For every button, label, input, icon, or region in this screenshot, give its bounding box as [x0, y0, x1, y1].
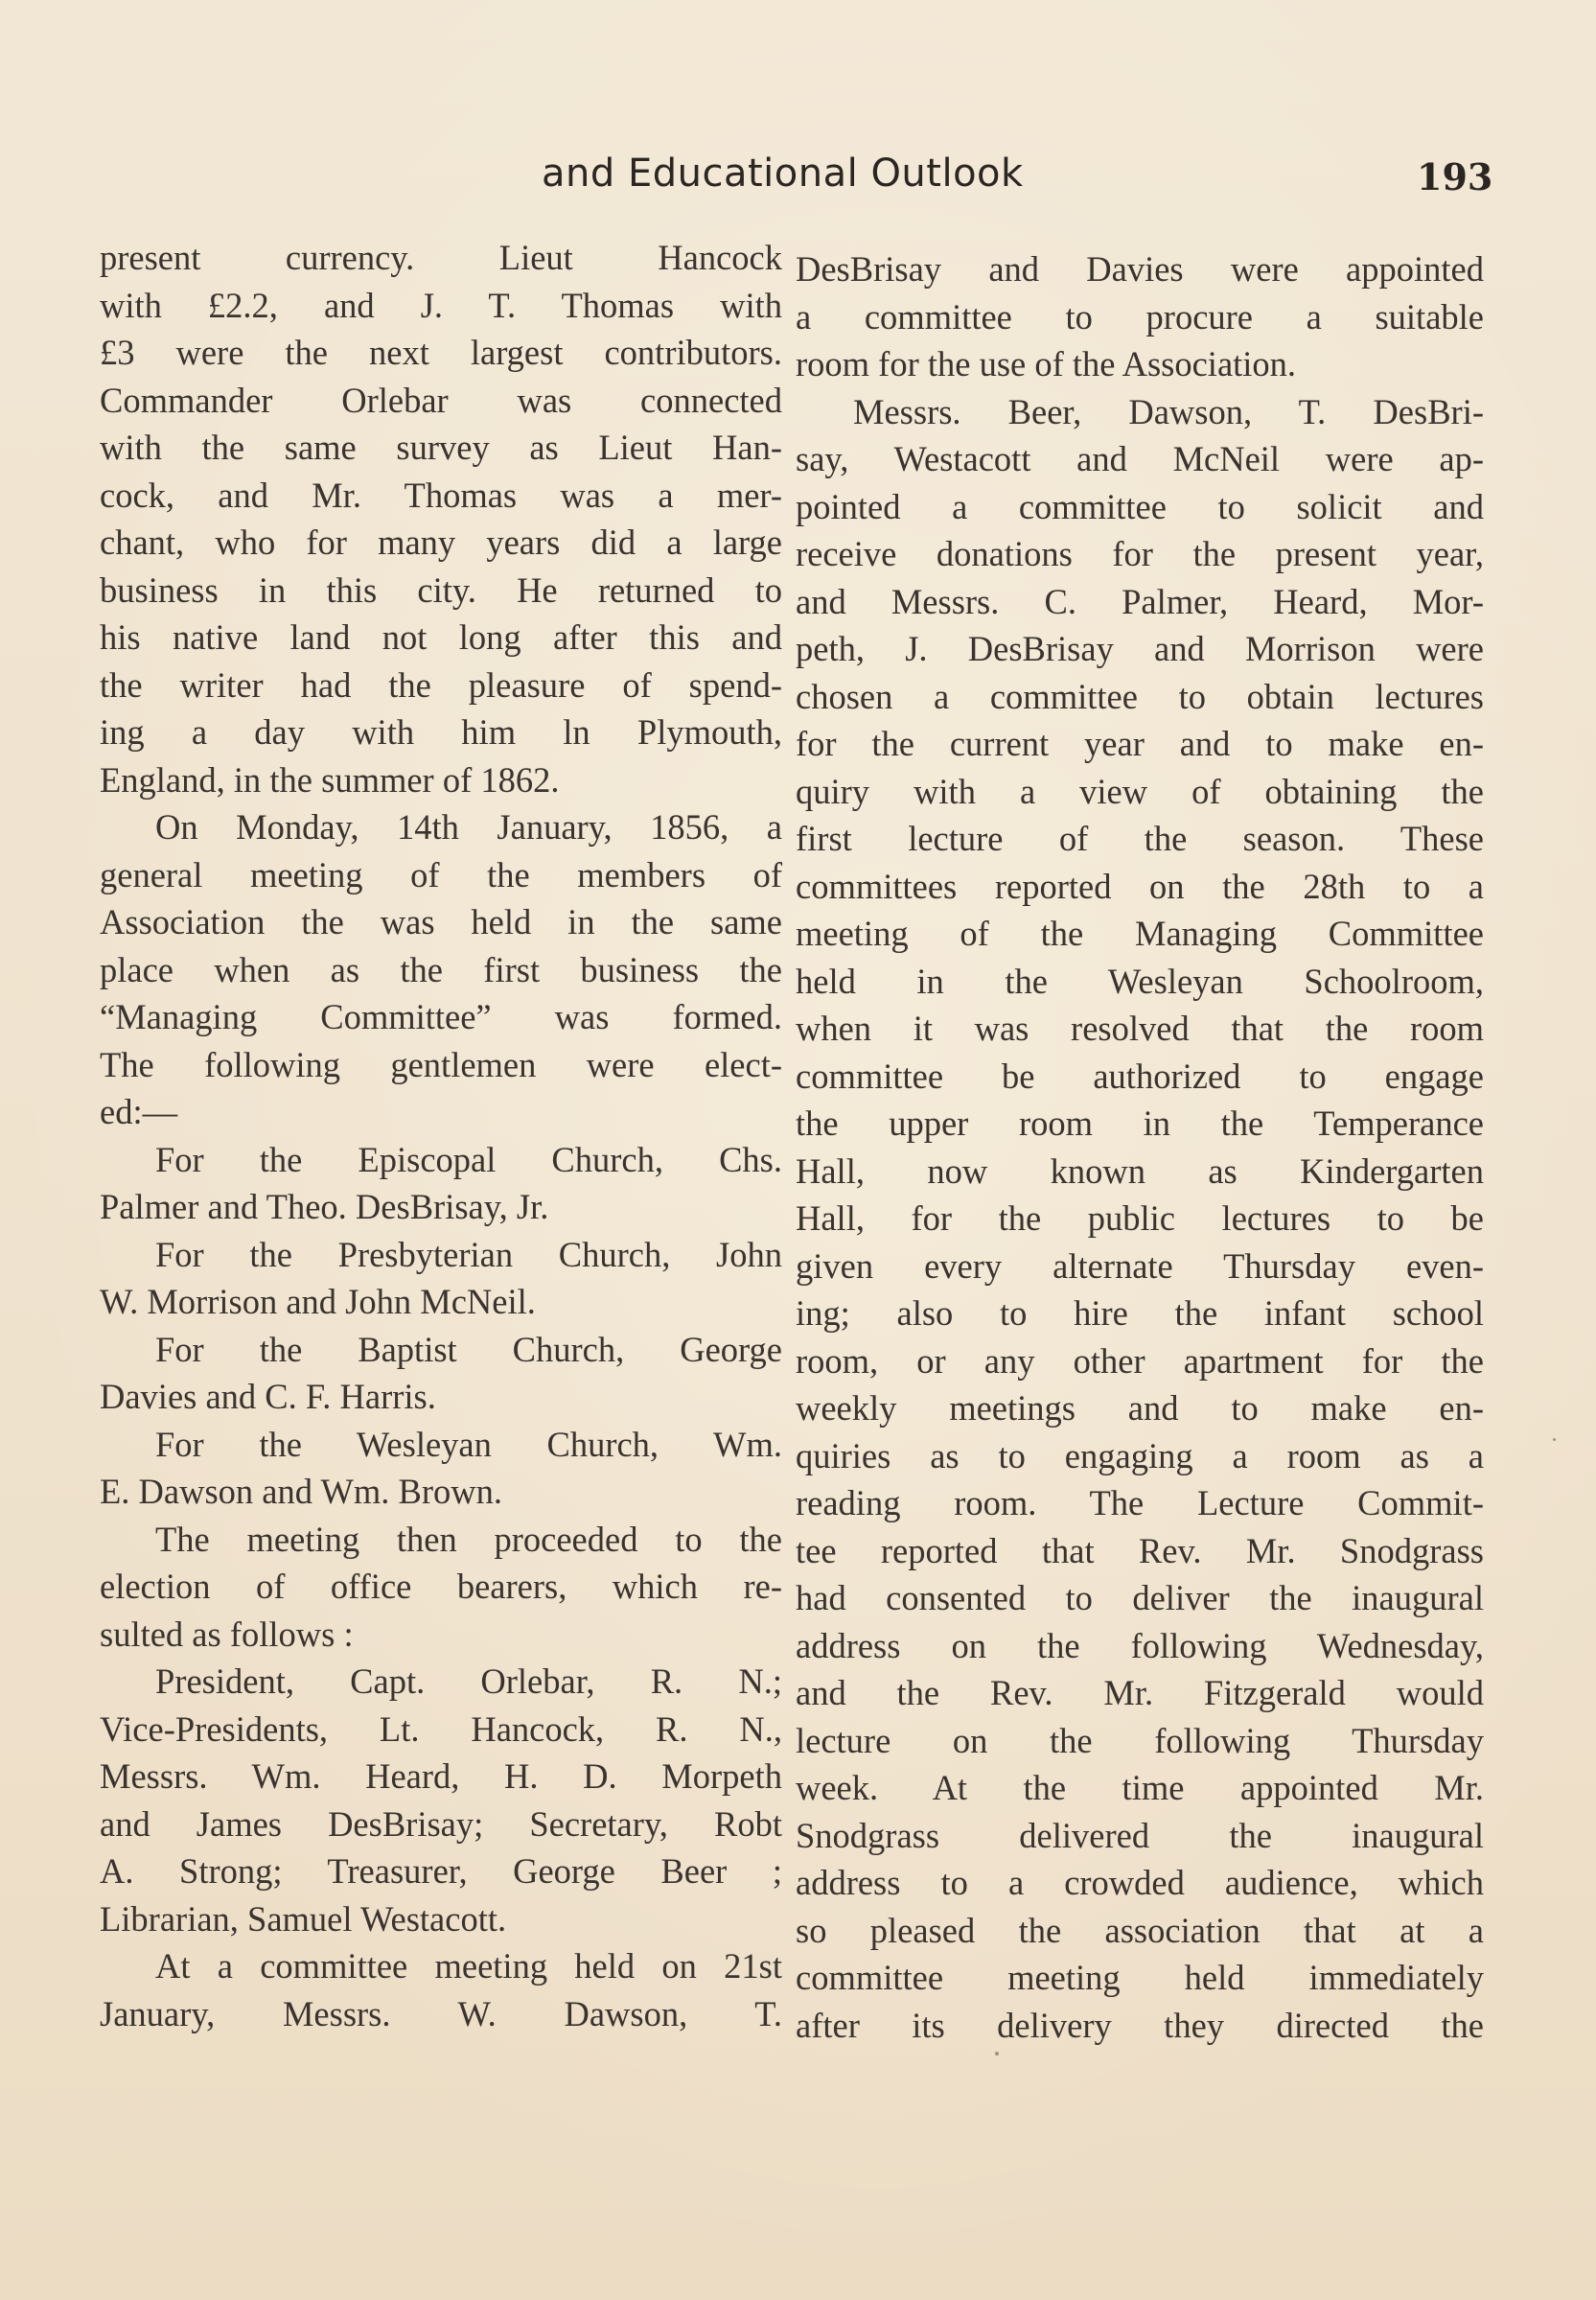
text-line: tee reported that Rev. Mr. Snodgrass: [796, 1530, 1484, 1570]
text-line: DesBrisay and Davies were appointed: [796, 249, 1484, 289]
text-line: room, or any other apartment for the: [796, 1340, 1484, 1381]
text-line: a committee to procure a suitable: [796, 296, 1484, 337]
text-line: week. At the time appointed Mr.: [796, 1768, 1484, 1807]
text-line: with the same survey as Lieut Han-: [100, 428, 782, 467]
text-line: At a committee meeting held on 21st: [155, 1946, 782, 1986]
text-line: for the current year and to make en-: [796, 724, 1484, 763]
text-line: A. Strong; Treasurer, George Beer ;: [100, 1851, 782, 1891]
text-line: and the Rev. Mr. Fitzgerald would: [796, 1673, 1484, 1712]
text-line: Hall, now known as Kindergarten: [796, 1150, 1484, 1191]
right-column: [796, 245, 1484, 2049]
text-line: On Monday, 14th January, 1856, a: [155, 807, 782, 847]
text-line: President, Capt. Orlebar, R. N.;: [155, 1661, 782, 1701]
text-line: Davies and C. F. Harris.: [100, 1377, 436, 1416]
text-line: general meeting of the members of: [100, 854, 782, 894]
text-line: chosen a committee to obtain lectures: [796, 676, 1484, 716]
text-line: held in the Wesleyan Schoolroom,: [796, 961, 1484, 1001]
text-line: room for the use of the Association.: [796, 344, 1297, 383]
text-line: election of office bearers, which re-: [100, 1567, 782, 1606]
text-line: For the Episcopal Church, Chs.: [155, 1139, 782, 1179]
text-line: Palmer and Theo. DesBrisay, Jr.: [100, 1187, 549, 1226]
text-line: Vice-Presidents, Lt. Hancock, R. N.,: [100, 1708, 782, 1749]
text-line: meeting of the Managing Committee: [796, 914, 1484, 953]
text-line: pointed a committee to solicit and: [796, 486, 1484, 526]
text-line: committee be authorized to engage: [796, 1056, 1484, 1096]
text-line: For the Wesleyan Church, Wm.: [155, 1424, 782, 1464]
text-line: present currency. Lieut Hancock: [100, 238, 782, 277]
text-line: say, Westacott and McNeil were ap-: [796, 439, 1484, 478]
paper-speck: [995, 2052, 999, 2056]
text-line: Librarian, Samuel Westacott.: [100, 1898, 507, 1939]
text-line: so pleased the association that at a: [796, 1910, 1484, 1950]
text-line: and Messrs. C. Palmer, Heard, Mor-: [796, 581, 1484, 621]
text-line: address on the following Wednesday,: [796, 1625, 1484, 1665]
text-line: address to a crowded audience, which: [796, 1863, 1484, 1902]
text-line: reading room. The Lecture Commit-: [796, 1483, 1484, 1522]
text-line: Hall, for the public lectures to be: [796, 1198, 1484, 1238]
text-line: The following gentlemen were elect-: [100, 1044, 782, 1084]
left-column: [100, 234, 782, 2037]
text-line: weekly meetings and to make en-: [796, 1388, 1484, 1428]
text-line: E. Dawson and Wm. Brown.: [100, 1472, 503, 1511]
text-line: The meeting then proceeded to the: [155, 1519, 782, 1559]
text-line: place when as the first business the: [100, 949, 782, 989]
text-line: cock, and Mr. Thomas was a mer-: [100, 475, 782, 515]
text-line: W. Morrison and John McNeil.: [100, 1282, 536, 1321]
text-line: first lecture of the season. These: [796, 819, 1484, 858]
text-line: Snodgrass delivered the inaugural: [796, 1815, 1484, 1855]
paper-speck: [1553, 1438, 1556, 1441]
text-line: committee meeting held immediately: [796, 1958, 1484, 1997]
text-line: For the Baptist Church, George: [155, 1329, 782, 1369]
text-line: after its delivery they directed the: [796, 2005, 1484, 2045]
text-line: £3 were the next largest contributors.: [100, 333, 782, 372]
text-line: Commander Orlebar was connected: [100, 380, 782, 420]
text-line: the writer had the pleasure of spend-: [100, 664, 782, 705]
text-line: ing a day with him ln Plymouth,: [100, 712, 782, 752]
text-line: with £2.2, and J. T. Thomas with: [100, 285, 782, 325]
text-line: had consented to deliver the inaugural: [796, 1578, 1484, 1617]
page-header: [0, 151, 1596, 209]
text-line: quiry with a view of obtaining the: [796, 771, 1484, 811]
text-line: when it was resolved that the room: [796, 1009, 1484, 1048]
text-line: England, in the summer of 1862.: [100, 759, 560, 800]
text-line: peth, J. DesBrisay and Morrison were: [796, 629, 1484, 668]
text-line: January, Messrs. W. Dawson, T.: [100, 1993, 782, 2033]
text-line: quiries as to engaging a room as a: [796, 1435, 1484, 1475]
text-line: For the Presbyterian Church, John: [155, 1234, 782, 1274]
text-line: receive donations for the present year,: [796, 534, 1484, 573]
text-line: Messrs. Beer, Dawson, T. DesBri-: [853, 391, 1484, 431]
running-head: and Educational Outlook: [542, 151, 1024, 196]
text-line: sulted as follows :: [100, 1614, 354, 1654]
text-line: Messrs. Wm. Heard, H. D. Morpeth: [100, 1756, 782, 1796]
text-line: his native land not long after this and: [100, 617, 782, 657]
text-line: chant, who for many years did a large: [100, 523, 782, 562]
text-line: the upper room in the Temperance: [796, 1104, 1484, 1143]
text-line: Association the was held in the same: [100, 902, 782, 941]
text-line: “Managing Committee” was formed.: [100, 997, 782, 1036]
text-line: committees reported on the 28th to a: [796, 866, 1484, 906]
text-line: and James DesBrisay; Secretary, Robt: [100, 1803, 782, 1844]
text-line: lecture on the following Thursday: [796, 1720, 1484, 1760]
page-number: 193: [1417, 155, 1493, 198]
text-line: ing; also to hire the infant school: [796, 1293, 1484, 1333]
text-line: given every alternate Thursday even-: [796, 1245, 1484, 1286]
text-line: business in this city. He returned to: [100, 569, 782, 610]
text-line: ed:—: [100, 1092, 178, 1131]
